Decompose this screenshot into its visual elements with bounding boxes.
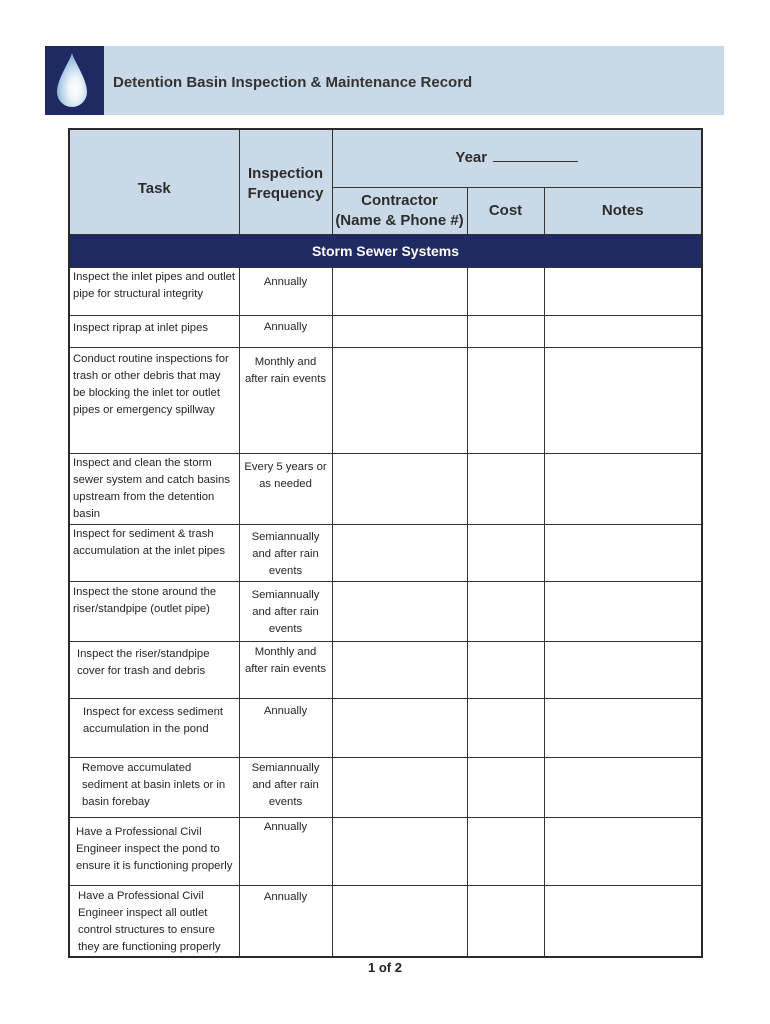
contractor-cell [332, 267, 467, 315]
contractor-cell [332, 757, 467, 817]
title-banner [45, 46, 724, 115]
contractor-cell [332, 641, 467, 698]
task-header: Task [69, 129, 239, 234]
cost-cell [467, 698, 544, 757]
contractor-cell [332, 817, 467, 885]
frequency-cell: Monthly and after rain events [239, 641, 332, 698]
cost-cell [467, 885, 544, 957]
table-row [69, 315, 702, 347]
contractor-cell [332, 347, 467, 453]
contractor-cell [332, 698, 467, 757]
notes-cell [544, 347, 702, 453]
frequency-cell: Monthly and after rain events [239, 347, 332, 453]
table-row [69, 267, 702, 315]
year-blank-line [493, 160, 578, 162]
frequency-cell: Annually [239, 267, 332, 315]
frequency-cell: Annually [239, 698, 332, 757]
cost-cell [467, 581, 544, 641]
water-drop-icon [57, 53, 87, 107]
task-cell: Inspect the inlet pipes and outlet pipe for structural integrity [69, 267, 239, 315]
table-row [69, 757, 702, 817]
contractor-cell [332, 885, 467, 957]
page-title: Detention Basin Inspection & Maintenance Record [113, 74, 473, 91]
section-row [69, 234, 702, 267]
frequency-cell: Annually [239, 817, 332, 885]
inspection-table [68, 128, 703, 958]
contractor-cell [332, 453, 467, 524]
cost-cell [467, 641, 544, 698]
task-cell: Have a Professional Civil Engineer inspect all outlet control structures to ensure they are functioning properly [69, 885, 239, 957]
contractor-cell [332, 524, 467, 581]
notes-header: Notes [544, 187, 702, 234]
cost-cell [467, 347, 544, 453]
task-cell: Inspect for sediment & trash accumulation at the inlet pipes [69, 524, 239, 581]
frequency-cell: Semiannually and after rain events [239, 524, 332, 581]
table-row [69, 641, 702, 698]
frequency-cell: Annually [239, 315, 332, 347]
task-cell: Conduct routine inspections for trash or other debris that may be blocking the inlet tor outlet pipes or emergency spillway [69, 347, 239, 453]
cost-cell [467, 453, 544, 524]
page-number: 1 of 2 [368, 960, 402, 975]
frequency-cell: Every 5 years or as needed [239, 453, 332, 524]
year-label: Year [455, 149, 488, 167]
table-row [69, 347, 702, 453]
task-cell: Inspect and clean the storm sewer system and catch basins upstream from the detention basin [69, 453, 239, 524]
notes-cell [544, 524, 702, 581]
table-row [69, 581, 702, 641]
notes-cell [544, 698, 702, 757]
table-row [69, 885, 702, 957]
task-cell: Inspect riprap at inlet pipes [69, 315, 239, 347]
notes-cell [544, 757, 702, 817]
cost-header: Cost [467, 187, 544, 234]
frequency-cell: Annually [239, 885, 332, 957]
cost-cell [467, 315, 544, 347]
logo-block [45, 46, 104, 115]
table-row [69, 524, 702, 581]
contractor-cell [332, 315, 467, 347]
contractor-cell [332, 581, 467, 641]
table-row [69, 817, 702, 885]
water-drop-shape [57, 53, 87, 107]
notes-cell [544, 641, 702, 698]
task-cell: Inspect the riser/standpipe cover for trash and debris [69, 641, 239, 698]
task-cell: Inspect the stone around the riser/standpipe (outlet pipe) [69, 581, 239, 641]
notes-cell [544, 315, 702, 347]
contractor-header: Contractor (Name & Phone #) [332, 187, 467, 234]
task-cell: Have a Professional Civil Engineer inspect the pond to ensure it is functioning properly [69, 817, 239, 885]
table-row [69, 453, 702, 524]
section-heading: Storm Sewer Systems [69, 234, 702, 267]
task-cell: Inspect for excess sediment accumulation in the pond [69, 698, 239, 757]
frequency-cell: Semiannually and after rain events [239, 757, 332, 817]
frequency-cell: Semiannually and after rain events [239, 581, 332, 641]
cost-cell [467, 757, 544, 817]
notes-cell [544, 453, 702, 524]
table-row [69, 698, 702, 757]
cost-cell [467, 524, 544, 581]
inspection-frequency-header: Inspection Frequency [239, 129, 332, 234]
notes-cell [544, 581, 702, 641]
cost-cell [467, 267, 544, 315]
notes-cell [544, 817, 702, 885]
year-header [332, 129, 702, 187]
header-row-year [69, 129, 702, 187]
task-cell: Remove accumulated sediment at basin inlets or in basin forebay [69, 757, 239, 817]
cost-cell [467, 817, 544, 885]
notes-cell [544, 885, 702, 957]
notes-cell [544, 267, 702, 315]
